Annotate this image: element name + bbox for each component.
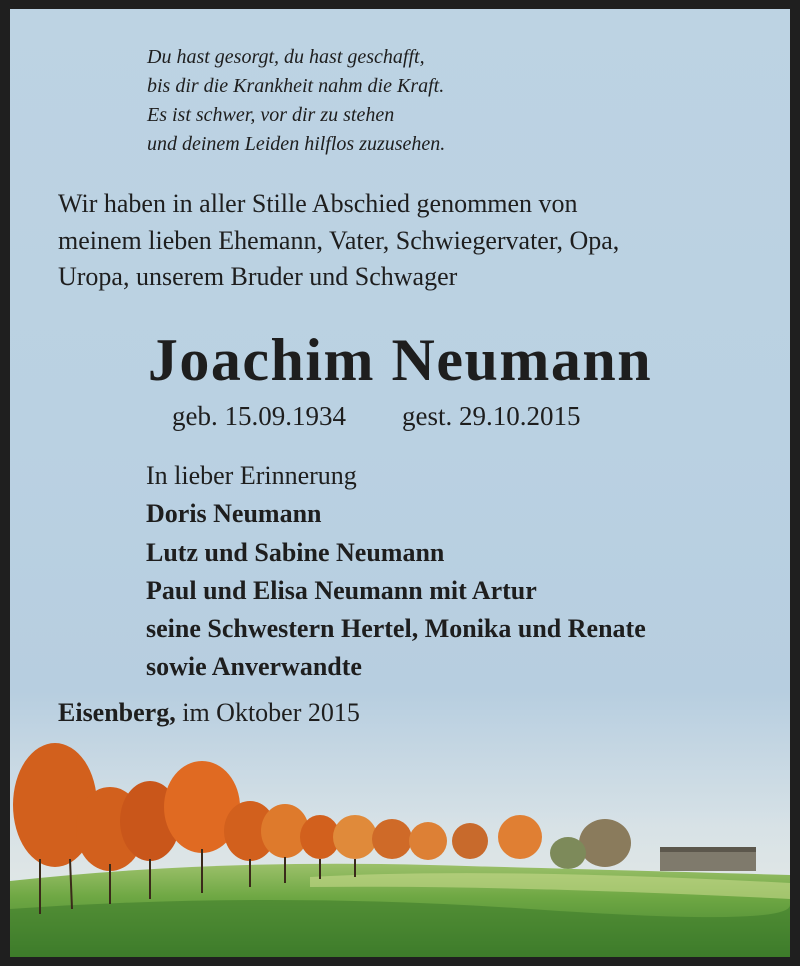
intro-line: meinem lieben Ehemann, Vater, Schwiegervater, Opa, — [58, 225, 620, 255]
mourner-name: Paul und Elisa Neumann mit Artur — [146, 575, 537, 605]
mourner-name: seine Schwestern Hertel, Monika und Renate — [146, 614, 646, 644]
poem-line: Du hast gesorgt, du hast geschafft, — [147, 46, 425, 68]
autumn-landscape-image — [10, 709, 790, 957]
poem — [147, 43, 445, 159]
poem-line: bis dir die Krankheit nahm die Kraft. — [147, 75, 445, 97]
remembrance-line: In lieber Erinnerung — [146, 461, 357, 490]
intro-text — [58, 186, 619, 296]
place-date: im Oktober 2015 — [175, 698, 360, 727]
poem-line: und deinem Leiden hilflos zuzusehen. — [147, 133, 446, 155]
life-dates — [172, 398, 580, 434]
mourners-list — [146, 457, 646, 687]
intro-line: Uropa, unserem Bruder und Schwager — [58, 262, 458, 291]
mourner-name: Doris Neumann — [146, 499, 322, 529]
place-town: Eisenberg, — [58, 698, 176, 727]
birth-date: geb. 15.09.1934 — [172, 401, 346, 431]
poem-line: Es ist schwer, vor dir zu stehen — [147, 104, 395, 126]
death-date: gest. 29.10.2015 — [401, 401, 581, 431]
mourner-name: sowie Anverwandte — [146, 652, 362, 682]
mourner-name: Lutz und Sabine Neumann — [146, 537, 445, 567]
deceased-name: Joachim Neumann — [147, 327, 653, 393]
intro-line: Wir haben in aller Stille Abschied genommen von — [58, 189, 578, 218]
obituary-card — [10, 9, 790, 957]
